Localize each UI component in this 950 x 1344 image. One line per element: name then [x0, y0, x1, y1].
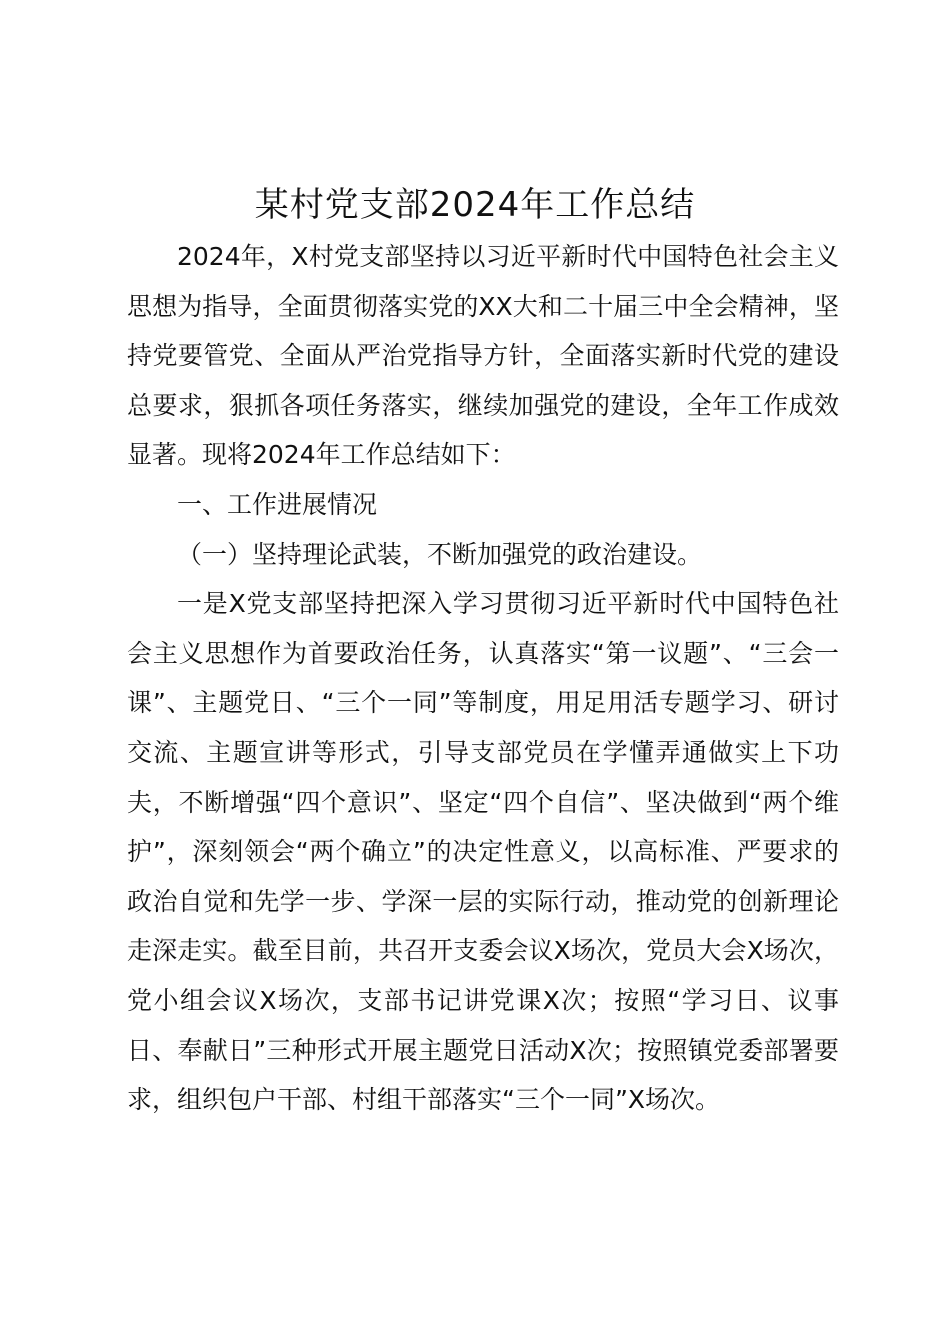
document-body — [127, 232, 839, 1125]
body-paragraph: 一是X党支部坚持把深入学习贯彻习近平新时代中国特色社会主义思想作为首要政治任务，认真落实“第一议题”、“三会一课”、主题党日、“三个一同”等制度，用足用活专题学习、研讨交流、主题宣讲等形式，引导支部党员在学懂弄通做实上下功夫，不断增强“四个意识”、坚定“四个自信”、坚决做到“两个维护”，深刻领会“两个确立”的决定性意义，以高标准、严要求的政治自觉和先学一步、学深一层的实际行动，推动党的创新理论走深走实。截至目前，共召开支委会议X场次，党员大会X场次，党小组会议X场次，支部书记讲党课X次；按照“学习日、议事日、奉献日”三种形式开展主题党日活动X次；按照镇党委部署要求，组织包户干部、村组干部落实“三个一同”X场次。 — [127, 589, 839, 1115]
subsection-heading: （一）坚持理论武装，不断加强党的政治建设。 — [177, 539, 703, 569]
document-title: 某村党支部2024年工作总结 — [254, 185, 696, 225]
intro-paragraph: 2024年，X村党支部坚持以习近平新时代中国特色社会主义思想为指导，全面贯彻落实党的XX大和二十届三中全会精神，坚持党要管党、全面从严治党指导方针，全面落实新时代党的建设总要求，狠抓各项任务落实，继续加强党的建设，全年工作成效显著。现将2024年工作总结如下： — [127, 242, 839, 470]
section-heading: 一、工作进展情况 — [177, 489, 378, 519]
